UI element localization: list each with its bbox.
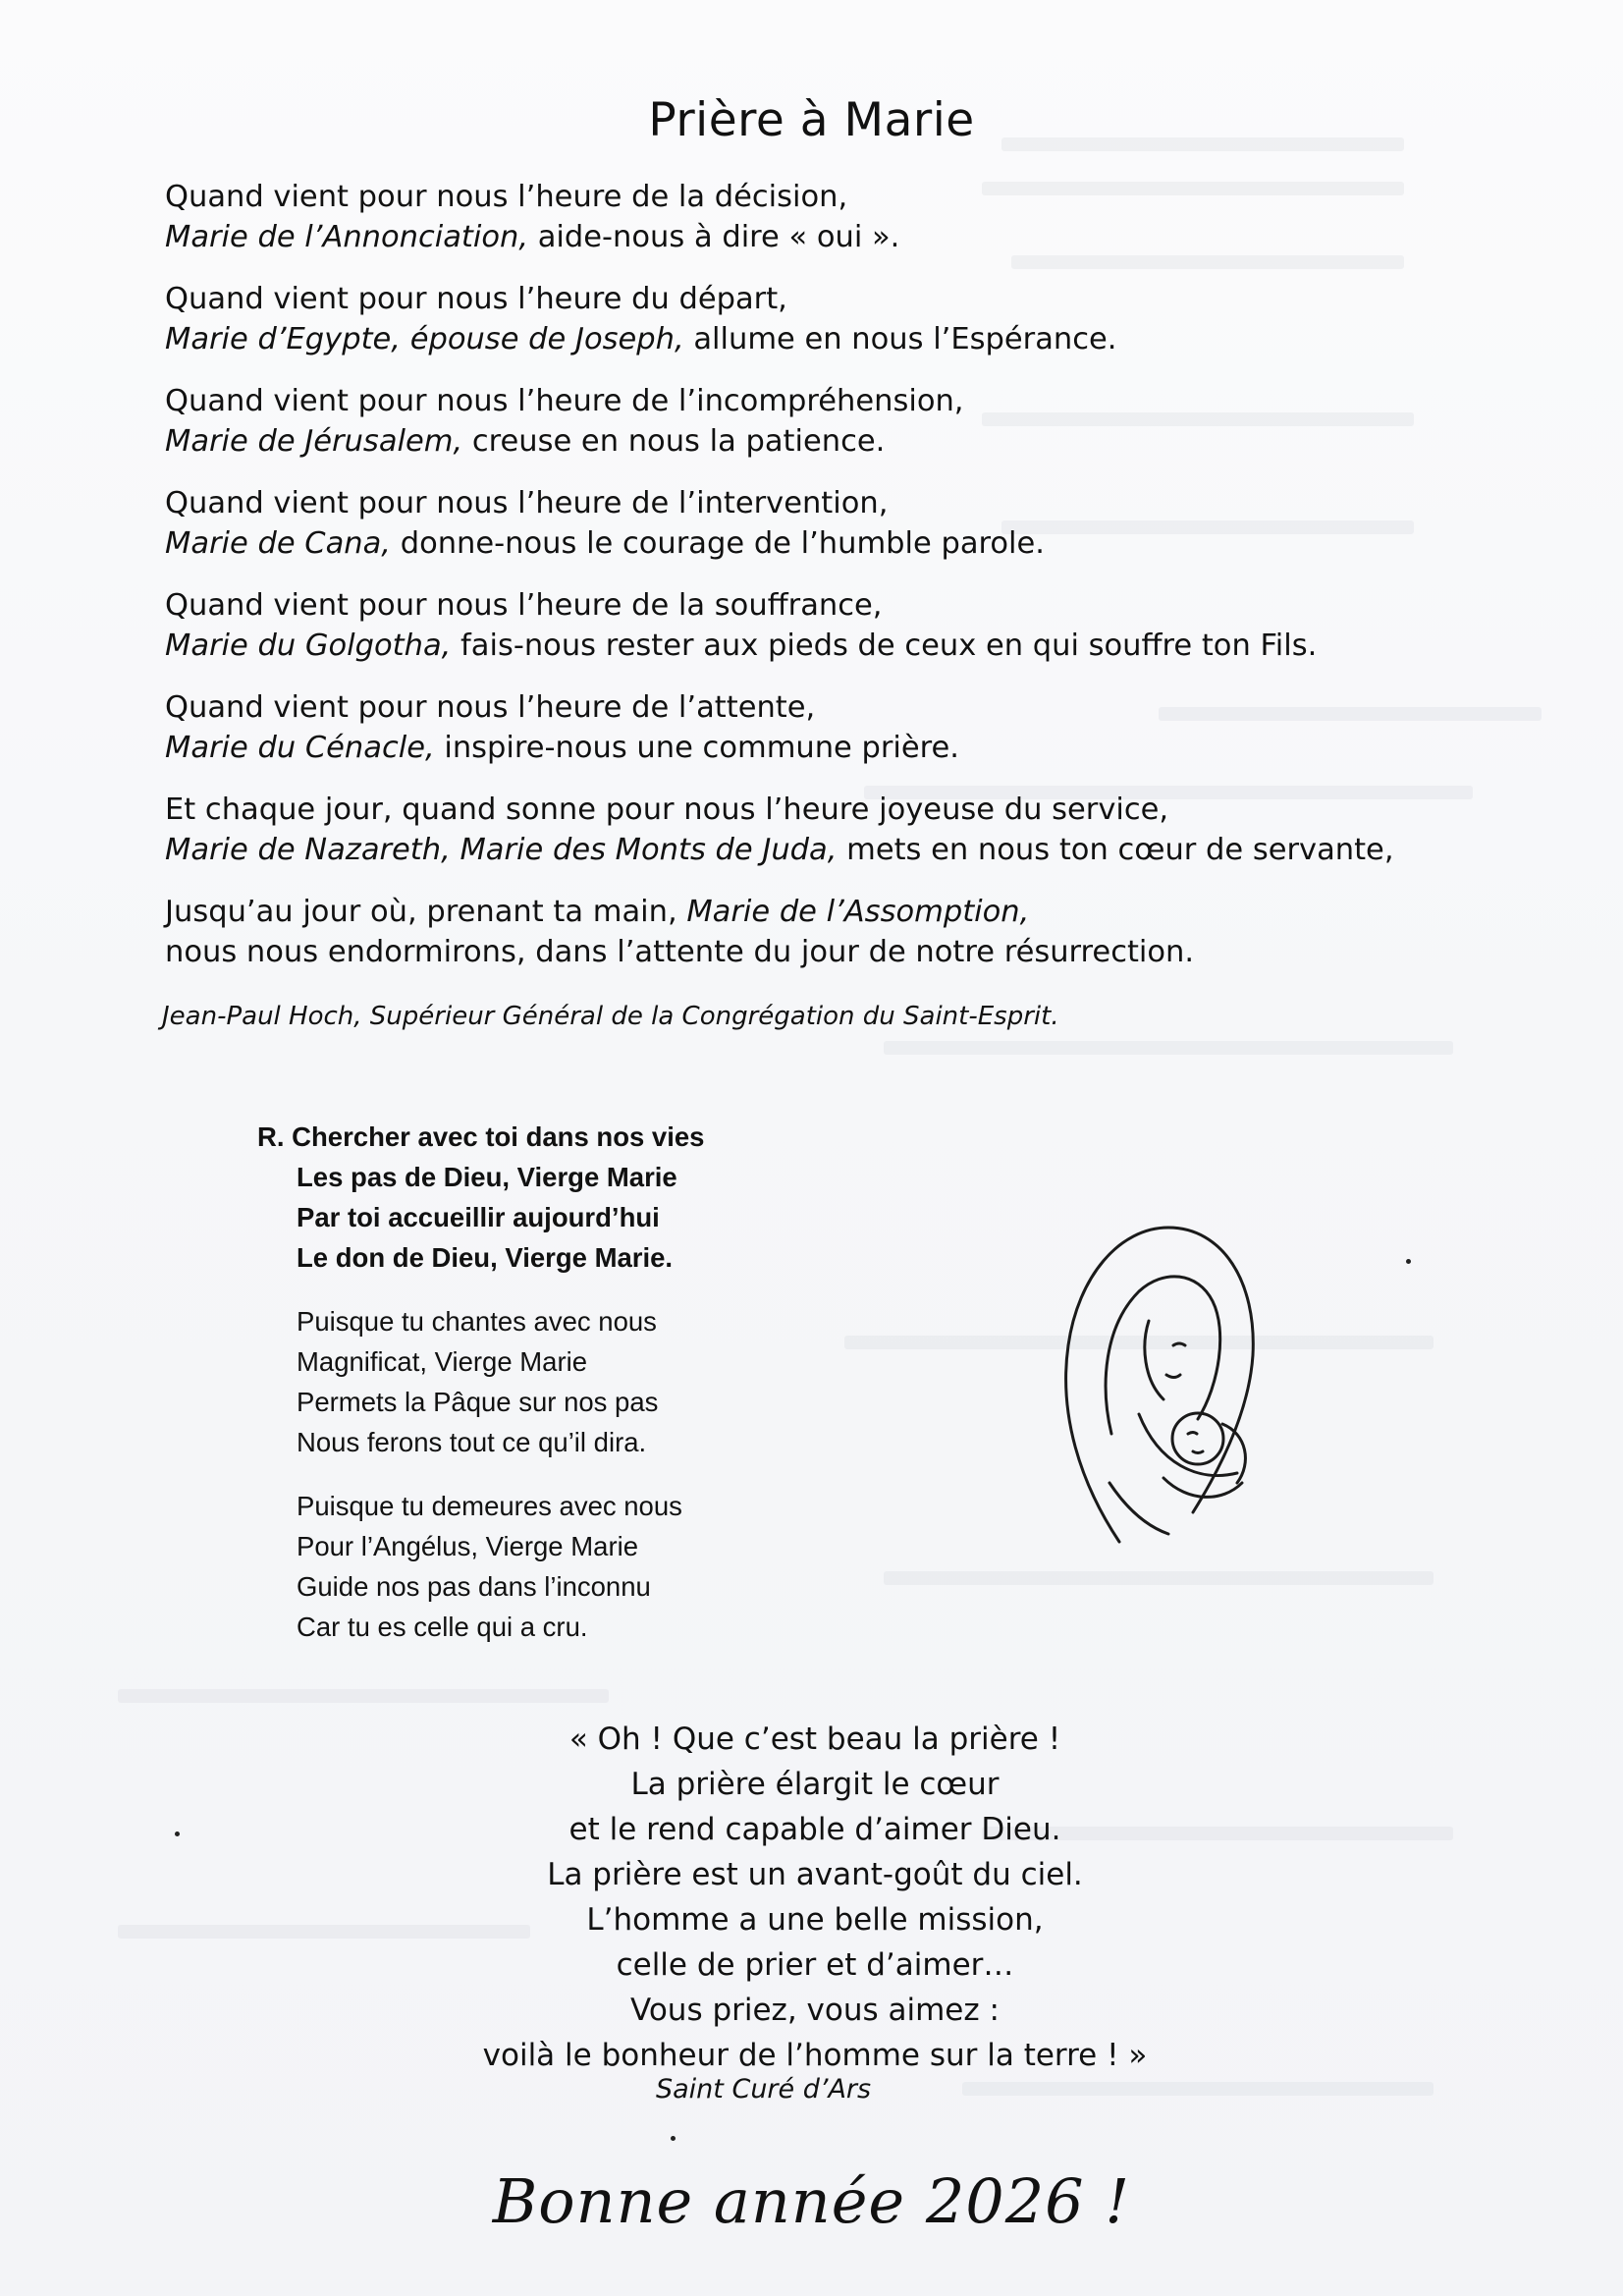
stanza-line-start: Jusqu’au jour où, prenant ta main,	[165, 895, 687, 929]
stanza	[165, 381, 1481, 462]
quote-line: et le rend capable d’aimer Dieu.	[568, 1812, 1061, 1847]
stanza-line: Quand vient pour nous l’heure de l’incompréhension,	[165, 384, 964, 418]
stanza-line	[165, 319, 1481, 359]
prayer-text	[165, 177, 1481, 994]
bleed-mark	[884, 1041, 1453, 1055]
stanza	[165, 585, 1481, 666]
quote-line: La prière élargit le cœur	[630, 1767, 1000, 1802]
verse-line: Puisque tu demeures avec nous	[297, 1491, 682, 1521]
stanza-marian-title: Marie d’Egypte, épouse de Joseph,	[165, 322, 684, 356]
quote-line: voilà le bonheur de l’homme sur la terre ! »	[482, 2038, 1148, 2073]
verse-line: Guide nos pas dans l’inconnu	[297, 1571, 651, 1602]
stanza-line: Quand vient pour nous l’heure de l’intervention,	[165, 486, 889, 520]
stanza	[165, 483, 1481, 564]
stanza-petition: allume en nous l’Espérance.	[683, 322, 1117, 356]
bleed-mark	[962, 2082, 1434, 2096]
stanza-line	[165, 523, 1481, 564]
stanza-petition: donne-nous le courage de l’humble parole.	[391, 526, 1045, 561]
refrain-line: R. Chercher avec toi dans nos vies	[257, 1121, 705, 1152]
stanza-line	[165, 728, 1481, 768]
verse-line: Permets la Pâque sur nos pas	[297, 1387, 659, 1417]
stanza-marian-title: Marie de l’Annonciation,	[165, 220, 529, 254]
stanza-line	[165, 421, 1481, 462]
stanza-marian-title: Marie du Cénacle,	[165, 731, 435, 765]
stanza-line	[165, 892, 1481, 932]
quote-line: La prière est un avant-goût du ciel.	[547, 1857, 1083, 1892]
stanza-marian-title: Marie de Cana,	[165, 526, 392, 561]
stanza-line: nous nous endormirons, dans l’attente du jour de notre résurrection.	[165, 935, 1195, 969]
stanza	[165, 687, 1481, 768]
stray-mark	[175, 1831, 180, 1836]
stray-mark	[671, 2136, 676, 2141]
new-year-greeting: Bonne année 2026 !	[492, 2165, 1131, 2237]
quote-line: celle de prier et d’aimer…	[616, 1947, 1014, 1983]
stanza-petition: aide-nous à dire « oui ».	[528, 220, 900, 254]
stanza-marian-title: Marie de Nazareth, Marie des Monts de Juda,	[165, 833, 838, 867]
stanza-line: Quand vient pour nous l’heure du départ,	[165, 282, 787, 316]
refrain-line: Le don de Dieu, Vierge Marie.	[297, 1242, 674, 1273]
stanza-petition: inspire-nous une commune prière.	[434, 731, 959, 765]
quote-line: L’homme a une belle mission,	[586, 1902, 1044, 1938]
stanza-final	[165, 892, 1481, 972]
stanza	[165, 790, 1481, 870]
hymn	[257, 1117, 807, 1670]
stanza-line	[165, 830, 1481, 870]
hymn-refrain	[257, 1117, 807, 1278]
refrain-line: Par toi accueillir aujourd’hui	[297, 1202, 660, 1232]
verse-line: Magnificat, Vierge Marie	[297, 1346, 588, 1377]
stanza-line: Quand vient pour nous l’heure de la souffrance,	[165, 588, 883, 623]
stanza-petition: fais-nous rester aux pieds de ceux en qui souffre ton Fils.	[451, 629, 1318, 663]
stanza-marian-title: Marie de Jérusalem,	[165, 424, 463, 459]
quote-line: Vous priez, vous aimez :	[630, 1993, 1000, 2028]
stanza-marian-title: Marie du Golgotha,	[165, 629, 452, 663]
verse-line: Car tu es celle qui a cru.	[297, 1612, 588, 1642]
stanza-petition: mets en nous ton cœur de servante,	[837, 833, 1394, 867]
stanza-line: Quand vient pour nous l’heure de la décision,	[165, 180, 848, 214]
verse-line: Puisque tu chantes avec nous	[297, 1306, 657, 1337]
stanza	[165, 279, 1481, 359]
prayer-author: Jean-Paul Hoch, Supérieur Général de la Congrégation du Saint-Esprit.	[162, 1002, 1059, 1031]
stanza-line	[165, 217, 1481, 257]
hymn-verse	[257, 1301, 807, 1462]
stanza-line: Quand vient pour nous l’heure de l’attente,	[165, 690, 816, 725]
stanza-petition: creuse en nous la patience.	[462, 424, 886, 459]
quote-attribution: Saint Curé d’Ars	[656, 2074, 872, 2105]
stanza-marian-title: Marie de l’Assomption,	[686, 895, 1030, 929]
bleed-mark	[884, 1571, 1434, 1585]
stanza-line: Et chaque jour, quand sonne pour nous l’heure joyeuse du service,	[165, 793, 1169, 827]
page-title: Prière à Marie	[648, 93, 975, 147]
quote-line: « Oh ! Que c’est beau la prière !	[568, 1722, 1061, 1757]
stanza	[165, 177, 1481, 257]
madonna-and-child-icon	[1051, 1188, 1276, 1561]
quote	[373, 1717, 1257, 2078]
bleed-mark	[118, 1689, 609, 1703]
stanza-line	[165, 626, 1481, 666]
hymn-verse	[257, 1486, 807, 1647]
refrain-line: Les pas de Dieu, Vierge Marie	[297, 1162, 677, 1192]
verse-line: Pour l’Angélus, Vierge Marie	[297, 1531, 639, 1561]
stray-mark	[1406, 1259, 1411, 1264]
verse-line: Nous ferons tout ce qu’il dira.	[297, 1427, 647, 1457]
